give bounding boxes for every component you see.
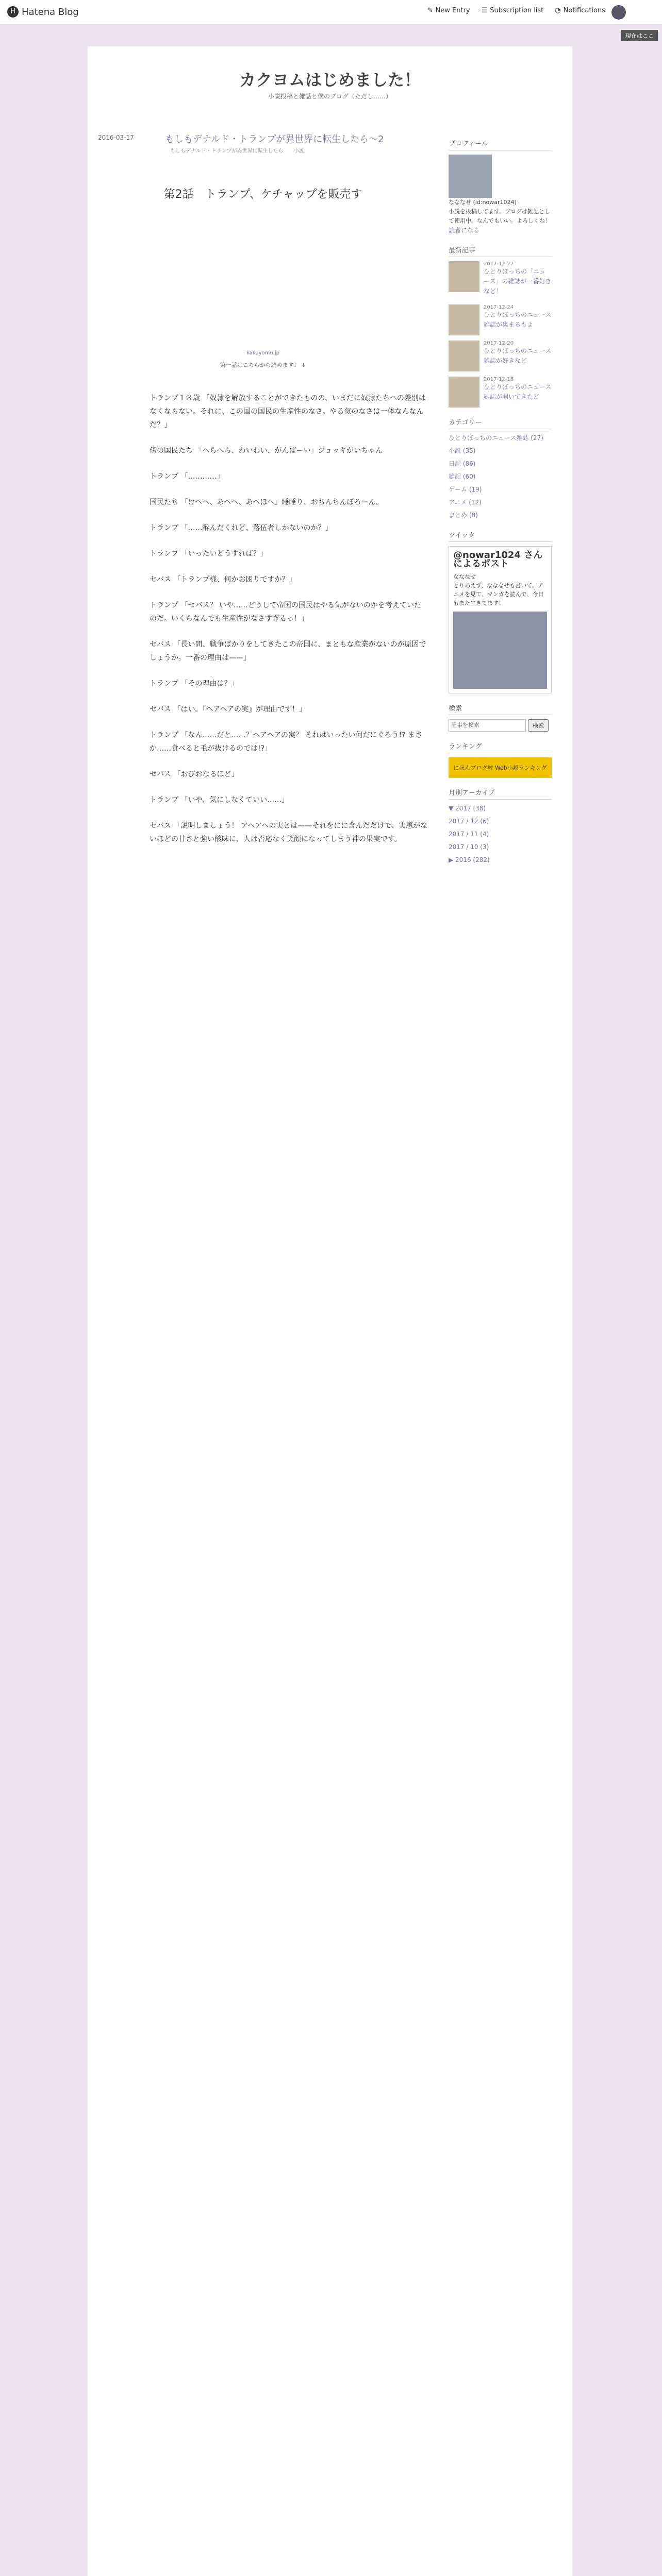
hatena-blog-logo[interactable] [7, 6, 79, 18]
ranking-banner[interactable]: にほんブログ村 Web小説ランキング [449, 757, 552, 778]
blog-description: 小説投稿と雑話と僕のブログ（ただし……） [268, 93, 392, 100]
category-link[interactable]: ゲーム (19) [449, 486, 482, 493]
search-input[interactable] [449, 719, 526, 732]
recent-thumbnail[interactable] [449, 261, 479, 292]
search-button[interactable]: 検索 [528, 719, 549, 732]
top-toolbar [427, 7, 605, 14]
profile-description: 小説を投稿してます。ブログは雑記として使用中。なんでもいい。よろしくね！ [449, 208, 551, 224]
paragraph: トランプ 「……酔んだくれど、落伍者しかないのか？」 [150, 524, 333, 532]
paragraph: トランプ１８歳 「奴隷を解放することができたものの、いまだに奴隷たちへの差別はなくならない。それに、この国の国民の生産性のなさ。やる気のなさは一体なんなんだ？」 [150, 394, 426, 429]
tweet-image[interactable] [453, 612, 547, 689]
tweet-text: とりあえず、なななせも書いて。アニメを見て、マンガを読んで、今日もまた生きてます！ [453, 582, 544, 606]
category-link[interactable]: ひとりぼっちのニュース雑誌 (27) [449, 434, 543, 442]
subscription-list-button[interactable]: ☰ Subscription list [481, 7, 544, 14]
recent-post[interactable] [449, 304, 552, 335]
blog-title[interactable]: カクヨムはじめました！ [239, 70, 421, 90]
post-body [150, 392, 428, 858]
recent-date: 2017-12-20 [484, 341, 514, 346]
user-avatar[interactable] [611, 5, 626, 20]
recent-date: 2017-12-18 [484, 377, 514, 382]
brand-label: Hatena Blog [22, 6, 79, 18]
category-link[interactable]: 小説 (35) [449, 447, 476, 454]
recent-date: 2017-12-24 [484, 304, 514, 310]
post-title[interactable]: もしもデナルド・トランプが異世界に転生したら～2 [165, 134, 384, 145]
twitter-heading: ツイッタ [449, 530, 552, 542]
post-date[interactable]: 2016-03-17 [98, 134, 134, 141]
post-categories[interactable]: もしもデナルド・トランプが異世界に転生したら 小説 [170, 148, 304, 154]
paragraph: セバス 「はい。『ヘアヘアの実』が理由です！」 [150, 705, 307, 714]
recent-thumbnail[interactable] [449, 304, 479, 335]
recent-thumbnail[interactable] [449, 341, 479, 371]
twitter-widget-title[interactable]: @nowar1024 さんによるポスト [453, 550, 543, 569]
archive-link[interactable]: 2017 / 11 (4) [449, 831, 489, 838]
blog-container [88, 46, 572, 2576]
category-link[interactable]: まとめ (8) [449, 512, 478, 519]
paragraph: トランプ 「…………」 [150, 472, 224, 481]
subscribe-button[interactable]: 読者になる [449, 227, 480, 234]
chapter-heading: 第2話 トランプ、ケチャップを販売す [163, 188, 362, 201]
link-caption: 第一話はこちらから読めます！ ↓ [220, 362, 306, 368]
recent-title[interactable]: ひとりぼっちのニュース雑誌が集まるもよ [484, 311, 552, 328]
notifications-button[interactable]: ◔ Notifications [555, 7, 605, 14]
recent-thumbnail[interactable] [449, 377, 479, 408]
paragraph: セバス 「長い間、戦争ばかりをしてきたこの帝国に、まともな産業がないのが原因でしょうか。一番の理由は——」 [150, 640, 426, 662]
recent-title[interactable]: ひとりぼっちの「ニュース」の雑誌が一番好きなど！ [484, 268, 552, 295]
category-link[interactable]: 雑記 (60) [449, 473, 476, 480]
category-heading: カテゴリー [449, 417, 552, 429]
archive-link[interactable]: 2017 / 12 (6) [449, 818, 489, 825]
paragraph: トランプ 「いや、気にしなくていい……」 [150, 796, 289, 804]
twitter-widget [449, 546, 552, 693]
profile-name[interactable]: なななせ (id:nowar1024) [449, 199, 517, 206]
recent-title[interactable]: ひとりぼっちのニュース雑誌が開いてきたど [484, 383, 552, 400]
recent-date: 2017-12-27 [484, 261, 514, 267]
recent-post[interactable] [449, 377, 552, 408]
paragraph: セバス 「おびおなるほど」 [150, 770, 239, 778]
paragraph: セバス 「トランプ様、何かお困りですか？」 [150, 575, 296, 584]
paragraph: 国民たち 「けへへ、あへへ、あへほへ」睡睡り、おちんちんぼろーん。 [150, 498, 384, 506]
category-link[interactable]: 日記 (86) [449, 460, 476, 467]
archive-link[interactable]: ▶ 2016 (282) [449, 856, 490, 863]
archive-heading: 月別アーカイブ [449, 787, 552, 800]
new-entry-button[interactable]: ✎ New Entry [427, 7, 470, 14]
embedded-link[interactable]: kakuyomu.jp [246, 350, 279, 356]
sidebar [449, 129, 552, 868]
paragraph: トランプ 「いったいどうすれば？」 [150, 550, 268, 558]
paragraph: セバス 「説明しましょう！ アヘアヘの実とは——それをにに含んだだけで、実感がないほどの甘さと強い酸味に、人は否応なく笑顔になってしまう神の果実です。 [150, 822, 428, 843]
paragraph: トランプ 「セバス？ いや……どうして帝国の国民はやる気がないのかを考えていたのだ。いくらなんでも生産性がなさすぎるっ！」 [150, 601, 421, 623]
pencil-icon: ✎ [427, 7, 433, 14]
profile-heading: プロフィール [449, 138, 552, 150]
paragraph: トランプ 「なん……だと……？ヘアヘアの実？ それはいったい何だにぐろう!? まさか……食べると毛が抜けるのでは!?」 [150, 731, 422, 753]
hatena-icon: H [7, 6, 19, 18]
top-navigation-bar [0, 0, 662, 25]
search-heading: 検索 [449, 703, 552, 715]
paragraph: 傍の国民たち 「へらへら、わいわい、がんばーい」ジョッキがいちゃん [150, 447, 383, 455]
twitter-user[interactable]: なななせ [453, 573, 476, 580]
recent-title[interactable]: ひとりぼっちのニュース雑誌が好きなど [484, 347, 552, 364]
extension-badge[interactable]: 現在はここ [621, 30, 658, 41]
recent-heading: 最新記事 [449, 245, 552, 257]
category-link[interactable]: アニメ (12) [449, 499, 482, 506]
list-icon: ☰ [481, 7, 488, 14]
recent-post[interactable] [449, 341, 552, 371]
archive-link[interactable]: ▼ 2017 (38) [449, 805, 486, 812]
paragraph: トランプ 「その理由は？」 [150, 680, 239, 688]
recent-post[interactable] [449, 261, 552, 299]
search-form [449, 719, 552, 732]
archive-link[interactable]: 2017 / 10 (3) [449, 843, 489, 851]
ranking-heading: ランキング [449, 741, 552, 753]
profile-image[interactable] [449, 155, 492, 198]
bell-icon: ◔ [555, 7, 561, 14]
